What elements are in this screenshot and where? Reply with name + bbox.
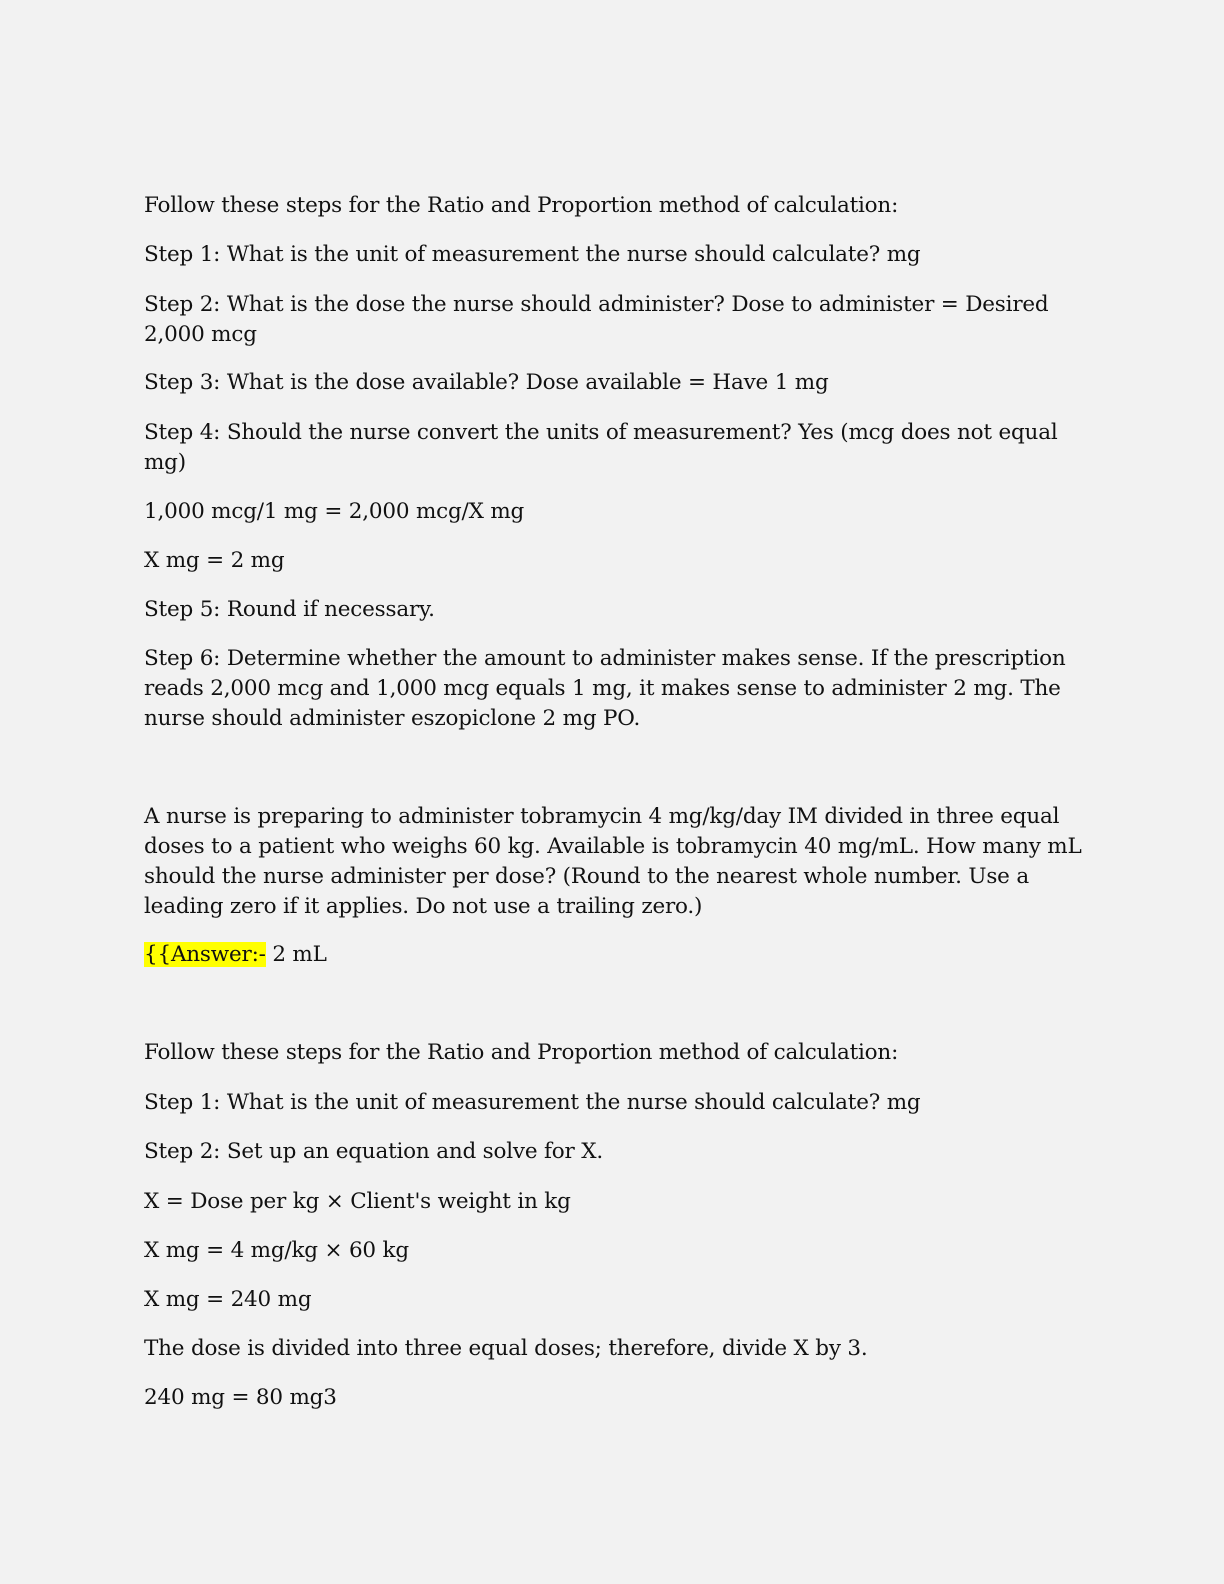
block1-step1: Step 1: What is the unit of measurement the nurse should calculate? mg	[144, 242, 921, 267]
block1-step2: Step 2: What is the dose the nurse should administer? Dose to administer = Desired 2,000 mcg	[144, 292, 1049, 347]
block2-calc1: X mg = 4 mg/kg × 60 kg	[144, 1238, 409, 1263]
block2-intro: Follow these steps for the Ratio and Proportion method of calculation:	[144, 1040, 899, 1065]
block2-calc3: 240 mg = 80 mg3	[144, 1385, 337, 1410]
question-text: A nurse is preparing to administer tobramycin 4 mg/kg/day IM divided in three equal doses to a patient who weighs 60 kg. Available is tobramycin 40 mg/mL. How many mL should the nurse administer per dose? (Round to the nearest whole number. Use a leading zero if it applies. Do not use a trailing zero.)	[144, 804, 1082, 919]
block2-divide-note: The dose is divided into three equal doses; therefore, divide X by 3.	[144, 1336, 868, 1361]
block2-formula: X = Dose per kg × Client's weight in kg	[144, 1189, 571, 1214]
block1-equation2: X mg = 2 mg	[144, 548, 285, 573]
block2-step2: Step 2: Set up an equation and solve for X.	[144, 1139, 603, 1164]
block1-equation1: 1,000 mcg/1 mg = 2,000 mcg/X mg	[144, 499, 525, 524]
block1-step6: Step 6: Determine whether the amount to administer makes sense. If the prescription reads 2,000 mcg and 1,000 mcg equals 1 mg, it makes sense to administer 2 mg. The nurse should administer eszopiclone 2 mg PO.	[144, 646, 1066, 731]
block1-intro: Follow these steps for the Ratio and Proportion method of calculation:	[144, 193, 899, 218]
block2-step1: Step 1: What is the unit of measurement the nurse should calculate? mg	[144, 1090, 921, 1115]
answer-label: {{Answer:-	[144, 942, 266, 967]
block1-step3: Step 3: What is the dose available? Dose available = Have 1 mg	[144, 370, 829, 395]
answer-value: 2 mL	[265, 942, 327, 967]
answer-line	[144, 940, 1084, 970]
block2-calc2: X mg = 240 mg	[144, 1287, 312, 1312]
block1-step5: Step 5: Round if necessary.	[144, 597, 435, 622]
block1-step4: Step 4: Should the nurse convert the units of measurement? Yes (mcg does not equal mg)	[144, 420, 1058, 475]
